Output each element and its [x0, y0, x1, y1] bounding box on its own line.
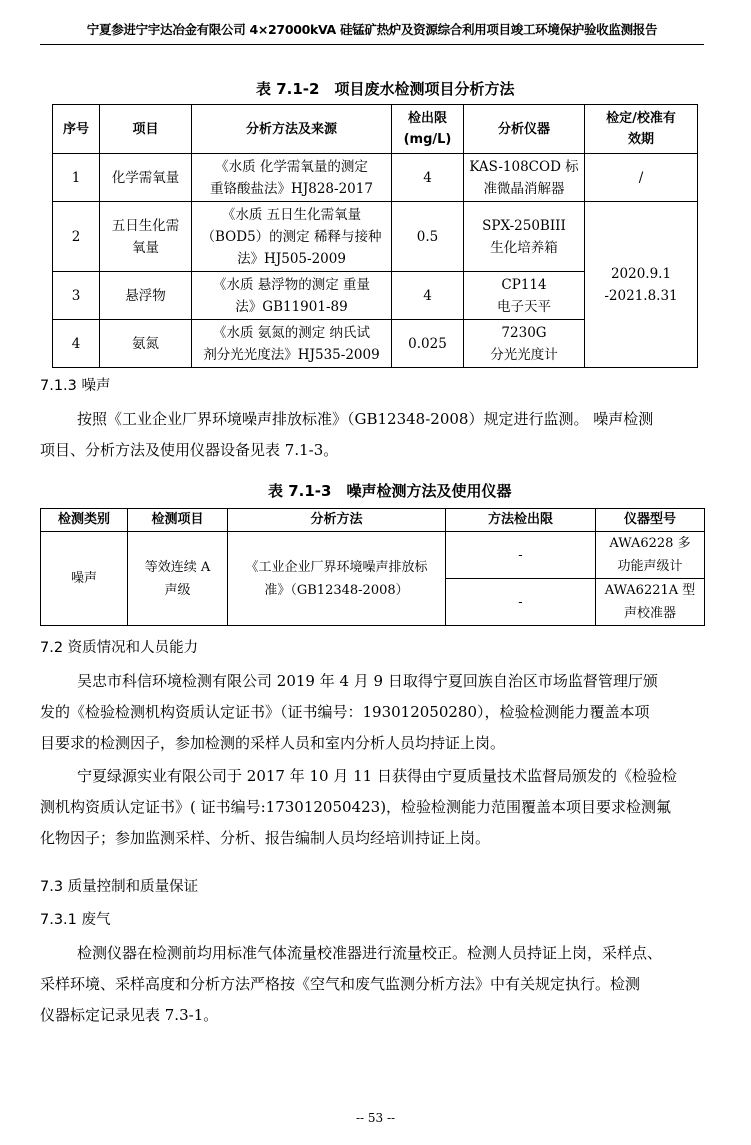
col-header: 检测类别 — [41, 509, 128, 532]
section-heading-noise: 7.1.3 噪声 — [40, 378, 111, 394]
col-header: 序号 — [53, 105, 100, 154]
cell-method: 《水质 化学需氧量的测定 重铬酸盐法》HJ828-2017 — [192, 154, 392, 202]
cell-instrument: AWA6221A 型 声校准器 — [596, 579, 705, 626]
cell-item: 等效连续 A 声级 — [128, 532, 228, 626]
cell-validity: / — [585, 154, 698, 202]
qualification-paragraph-2: 宁夏绿源实业有限公司于 2017 年 10 月 11 日获得由宁夏质量技术监督局颁发的《检验检 测机构资质认定证书》( 证书编号:173012050423)，检验检测能力范围覆盖本项目要求检测氟 化物因子；参加监测采样、分析、报告编制人员均经培训持证上岗。 — [40, 767, 677, 847]
col-header: 检定/校准有 效期 — [585, 105, 698, 154]
cell-instrument: SPX-250BIII 生化培养箱 — [464, 202, 585, 272]
table2-caption: 表 7.1-3 噪声检测方法及使用仪器 — [268, 482, 512, 500]
cell-limit: - — [446, 579, 596, 626]
cell-no: 2 — [53, 202, 100, 272]
cell-category: 噪声 — [41, 532, 128, 626]
report-header: 宁夏参进宁宇达冶金有限公司 4×27000kVA 硅锰矿热炉及资源综合利用项目竣工环境保护验收监测报告 — [86, 22, 658, 37]
col-header: 分析方法及来源 — [192, 105, 392, 154]
table-row — [53, 202, 698, 272]
table-row — [41, 532, 705, 579]
col-header: 方法检出限 — [446, 509, 596, 532]
col-header: 分析方法 — [228, 509, 446, 532]
subsection-heading-exhaust-gas: 7.3.1 废气 — [40, 912, 111, 928]
table-header-row — [41, 509, 705, 532]
section-heading-quality-control: 7.3 质量控制和质量保证 — [40, 879, 199, 895]
cell-method: 《水质 氨氮的测定 纳氏试 剂分光光度法》HJ535-2009 — [192, 320, 392, 368]
cell-instrument: AWA6228 多 功能声级计 — [596, 532, 705, 579]
cell-item: 悬浮物 — [100, 272, 192, 320]
cell-limit: 0.5 — [392, 202, 464, 272]
page-number: -- 53 -- — [355, 1111, 396, 1125]
cell-instrument: 7230G 分光光度计 — [464, 320, 585, 368]
col-header: 仪器型号 — [596, 509, 705, 532]
col-header: 检出限 (mg/L) — [392, 105, 464, 154]
cell-validity-shared: 2020.9.1 -2021.8.31 — [585, 202, 698, 368]
cell-no: 4 — [53, 320, 100, 368]
col-header: 分析仪器 — [464, 105, 585, 154]
cell-no: 3 — [53, 272, 100, 320]
qualification-paragraph-1: 吴忠市科信环境检测有限公司 2019 年 4 月 9 日取得宁夏回族自治区市场监督管理厅颁 发的《检验检测机构资质认定证书》（证书编号：193012050280），检验检测能力覆盖本项 目要求的检测因子，参加检测的采样人员和室内分析人员均持证上岗。 — [40, 672, 658, 752]
table1-caption: 表 7.1-2 项目废水检测项目分析方法 — [256, 80, 515, 98]
cell-instrument: CP114 电子天平 — [464, 272, 585, 320]
quality-control-paragraph: 检测仪器在检测前均用标准气体流量校准器进行流量校正。检测人员持证上岗，采样点、 采样环境、采样高度和分析方法严格按《空气和废气监测分析方法》中有关规定执行。检测 仪器标定记录见表 7.3-1。 — [40, 944, 663, 1024]
cell-instrument: KAS-108COD 标 准微晶消解器 — [464, 154, 585, 202]
cell-method: 《水质 悬浮物的测定 重量 法》GB11901-89 — [192, 272, 392, 320]
cell-limit: - — [446, 532, 596, 579]
noise-paragraph: 按照《工业企业厂界环境噪声排放标准》（GB12348-2008）规定进行监测。 噪声检测 项目、分析方法及使用仪器设备见表 7.1-3。 — [40, 410, 654, 459]
col-header: 检测项目 — [128, 509, 228, 532]
cell-no: 1 — [53, 154, 100, 202]
cell-item: 五日生化需 氧量 — [100, 202, 192, 272]
cell-item: 氨氮 — [100, 320, 192, 368]
wastewater-method-table — [52, 104, 698, 368]
cell-method: 《水质 五日生化需氧量 （BOD5）的测定 稀释与接种 法》HJ505-2009 — [192, 202, 392, 272]
table-row — [53, 154, 698, 202]
table-header-row — [53, 105, 698, 154]
cell-item: 化学需氧量 — [100, 154, 192, 202]
noise-method-table — [40, 508, 705, 626]
cell-limit: 0.025 — [392, 320, 464, 368]
header-rule — [40, 44, 704, 45]
section-heading-qualification: 7.2 资质情况和人员能力 — [40, 640, 199, 656]
col-header: 项目 — [100, 105, 192, 154]
cell-limit: 4 — [392, 154, 464, 202]
cell-limit: 4 — [392, 272, 464, 320]
cell-method: 《工业企业厂界环境噪声排放标 准》（GB12348-2008） — [228, 532, 446, 626]
